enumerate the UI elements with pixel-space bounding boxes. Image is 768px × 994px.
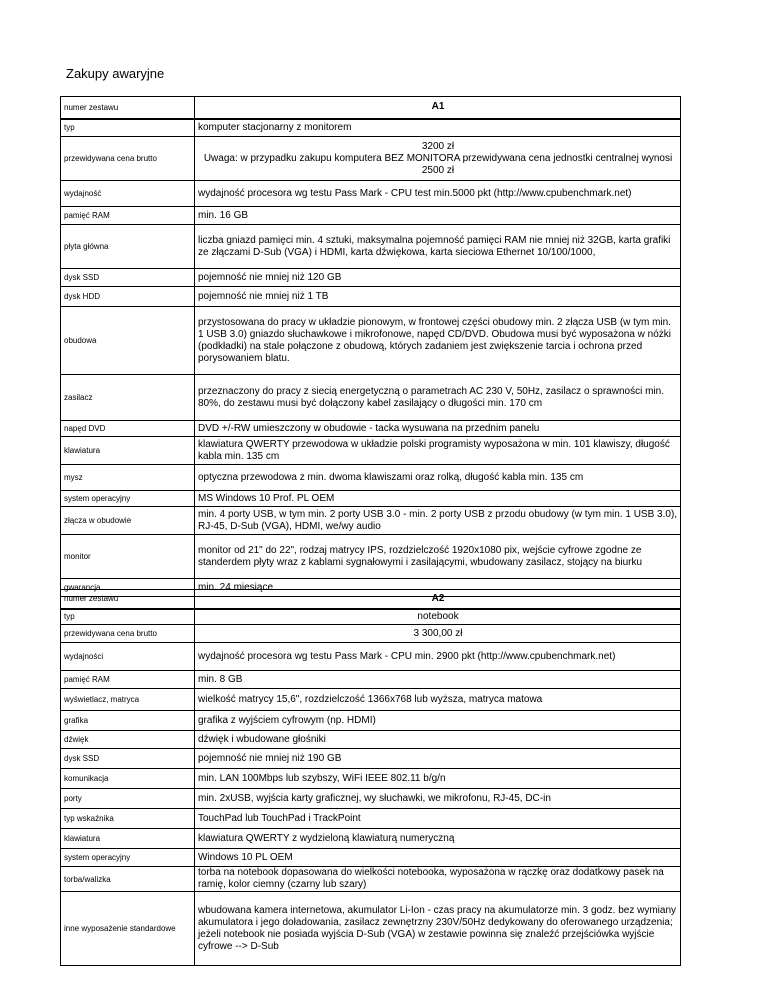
row-label: typ — [61, 609, 195, 625]
spec-table-a1 — [60, 96, 681, 597]
table-row — [61, 287, 681, 307]
table-row — [61, 892, 681, 966]
table-row — [61, 375, 681, 421]
table-row — [61, 643, 681, 671]
table-row — [61, 609, 681, 625]
page-title: Zakupy awaryjne — [66, 66, 165, 81]
row-value: monitor od 21" do 22", rodzaj matrycy IPS, rozdzielczość 1920x1080 pix, wejście cyfrowe zgodne ze standerdem płyty wraz z kablami sygnałowymi i zasilającymi, wbudowany zasilacz, stojący na biurku — [195, 535, 681, 579]
row-label: wyświetlacz, matryca — [61, 689, 195, 711]
row-label: komunikacja — [61, 769, 195, 789]
row-label: pamięć RAM — [61, 207, 195, 225]
row-label: wydajności — [61, 643, 195, 671]
table-row — [61, 119, 681, 137]
row-label: złącza w obudowie — [61, 507, 195, 535]
row-value: MS Windows 10 Prof. PL OEM — [195, 491, 681, 507]
row-label: porty — [61, 789, 195, 809]
table-row — [61, 491, 681, 507]
row-value: przeznaczony do pracy z siecią energetyczną o parametrach AC 230 V, 50Hz, zasilacz o sprawności min. 80%, do zestawu musi być dołączony kabel zasilający o długości min. 170 cm — [195, 375, 681, 421]
table-row — [61, 809, 681, 829]
table-row — [61, 769, 681, 789]
table-row — [61, 625, 681, 643]
table-row — [61, 225, 681, 269]
row-value: optyczna przewodowa z min. dwoma klawiszami oraz rolką, długość kabla min. 135 cm — [195, 465, 681, 491]
row-value: min. 24 miesiące — [195, 579, 681, 597]
row-label: klawiatura — [61, 829, 195, 849]
table-row — [61, 97, 681, 119]
row-value: wydajność procesora wg testu Pass Mark - CPU test min.5000 pkt (http://www.cpubenchmark.net) — [195, 181, 681, 207]
row-label: pamięć RAM — [61, 671, 195, 689]
row-value: torba na notebook dopasowana do wielkości notebooka, wyposażona w rączkę oraz dodatkowy pasek na ramię, kolor ciemny (czarny lub szary) — [195, 867, 681, 892]
row-value: min. LAN 100Mbps lub szybszy, WiFi IEEE 802.11 b/g/n — [195, 769, 681, 789]
table-row — [61, 437, 681, 465]
row-label: system operacyjny — [61, 849, 195, 867]
set-number: A2 — [195, 590, 681, 609]
row-value: min. 16 GB — [195, 207, 681, 225]
table-row — [61, 307, 681, 375]
row-label: gwarancja — [61, 579, 195, 597]
row-value: klawiatura QWERTY przewodowa w układzie polski programisty wyposażona w min. 101 klawiszy, długość kabla min. 135 cm — [195, 437, 681, 465]
table-row — [61, 849, 681, 867]
row-value: TouchPad lub TouchPad i TrackPoint — [195, 809, 681, 829]
row-value: min. 8 GB — [195, 671, 681, 689]
row-label: płyta główna — [61, 225, 195, 269]
table-row — [61, 671, 681, 689]
row-label: torba/walizka — [61, 867, 195, 892]
row-value: pojemność nie mniej niż 1 TB — [195, 287, 681, 307]
table-row — [61, 137, 681, 181]
row-label: numer zestawu — [61, 590, 195, 609]
table-row — [61, 789, 681, 809]
row-label: obudowa — [61, 307, 195, 375]
row-label: typ — [61, 119, 195, 137]
row-value: min. 4 porty USB, w tym min. 2 porty USB 3.0 - min. 2 porty USB z przodu obudowy (w tym min. 1 USB 3.0), RJ-45, D-Sub (VGA), HDMI, we/wy audio — [195, 507, 681, 535]
table-row — [61, 829, 681, 849]
row-value: komputer stacjonarny z monitorem — [195, 119, 681, 137]
table-row — [61, 731, 681, 749]
row-value: Windows 10 PL OEM — [195, 849, 681, 867]
row-value: dźwięk i wbudowane głośniki — [195, 731, 681, 749]
row-label: dysk HDD — [61, 287, 195, 307]
row-label: klawiatura — [61, 437, 195, 465]
row-value: pojemność nie mniej niż 190 GB — [195, 749, 681, 769]
row-value: 3 300,00 zł — [195, 625, 681, 643]
row-label: zasilacz — [61, 375, 195, 421]
row-label: mysz — [61, 465, 195, 491]
table-row — [61, 269, 681, 287]
row-value: notebook — [195, 609, 681, 625]
row-label: przewidywana cena brutto — [61, 137, 195, 181]
table-row — [61, 689, 681, 711]
table-row — [61, 535, 681, 579]
table-row — [61, 421, 681, 437]
row-label: dźwięk — [61, 731, 195, 749]
row-value: klawiatura QWERTY z wydzieloną klawiaturą numeryczną — [195, 829, 681, 849]
row-label: napęd DVD — [61, 421, 195, 437]
spec-table-a2 — [60, 589, 681, 966]
row-value: liczba gniazd pamięci min. 4 sztuki, maksymalna pojemność pamięci RAM nie mniej niż 32GB, karta grafiki ze złączami D-Sub (VGA) i HDMI, karta dźwiękowa, karta sieciowa Ethernet 10/100/1000, — [195, 225, 681, 269]
table-row — [61, 507, 681, 535]
row-value: grafika z wyjściem cyfrowym (np. HDMI) — [195, 711, 681, 731]
set-number: A1 — [195, 97, 681, 119]
table-row — [61, 207, 681, 225]
row-label: grafika — [61, 711, 195, 731]
row-value: pojemność nie mniej niż 120 GB — [195, 269, 681, 287]
row-value: przystosowana do pracy w układzie pionowym, w frontowej części obudowy min. 2 złącza USB (w tym min. 1 USB 3.0) gniazdo słuchawkowe i mikrofonowe, napęd CD/DVD. Obudowa musi być wyposażona w nóżki (podkładki) na stale połączone z obudową, których zadaniem jest zwiększenie tarcia i ochrona przed porysowaniem blatu. — [195, 307, 681, 375]
table-row — [61, 590, 681, 609]
row-value: wydajność procesora wg testu Pass Mark - CPU min. 2900 pkt (http://www.cpubenchmark.net) — [195, 643, 681, 671]
row-label: przewidywana cena brutto — [61, 625, 195, 643]
table-row — [61, 711, 681, 731]
row-value: 3200 zł Uwaga: w przypadku zakupu komputera BEZ MONITORA przewidywana cena jednostki centralnej wynosi 2500 zł — [195, 137, 681, 181]
row-label: numer zestawu — [61, 97, 195, 119]
row-label: system operacyjny — [61, 491, 195, 507]
row-label: typ wskaźnika — [61, 809, 195, 829]
row-label: dysk SSD — [61, 749, 195, 769]
row-value: wbudowana kamera internetowa, akumulator Li-Ion - czas pracy na akumulatorze min. 3 godz. bez wymiany akumulatora i jego doładowania, zasilacz zewnętrzny 230V/50Hz dedykowany do oferowanego urządzenia; jeżeli notebook nie posiada wyjścia D-Sub (VGA) w zestawie powinna się znaleźć przejściówka wyjście cyfrowe --> D-Sub — [195, 892, 681, 966]
row-label: monitor — [61, 535, 195, 579]
table-row — [61, 181, 681, 207]
row-value: DVD +/-RW umieszczony w obudowie - tacka wysuwana na przednim panelu — [195, 421, 681, 437]
table-row — [61, 465, 681, 491]
row-value: wielkość matrycy 15,6", rozdzielczość 1366x768 lub wyższa, matryca matowa — [195, 689, 681, 711]
row-label: inne wyposażenie standardowe — [61, 892, 195, 966]
table-row — [61, 867, 681, 892]
row-label: dysk SSD — [61, 269, 195, 287]
row-label: wydajność — [61, 181, 195, 207]
table-row — [61, 749, 681, 769]
row-value: min. 2xUSB, wyjścia karty graficznej, wy słuchawki, we mikrofonu, RJ-45, DC-in — [195, 789, 681, 809]
